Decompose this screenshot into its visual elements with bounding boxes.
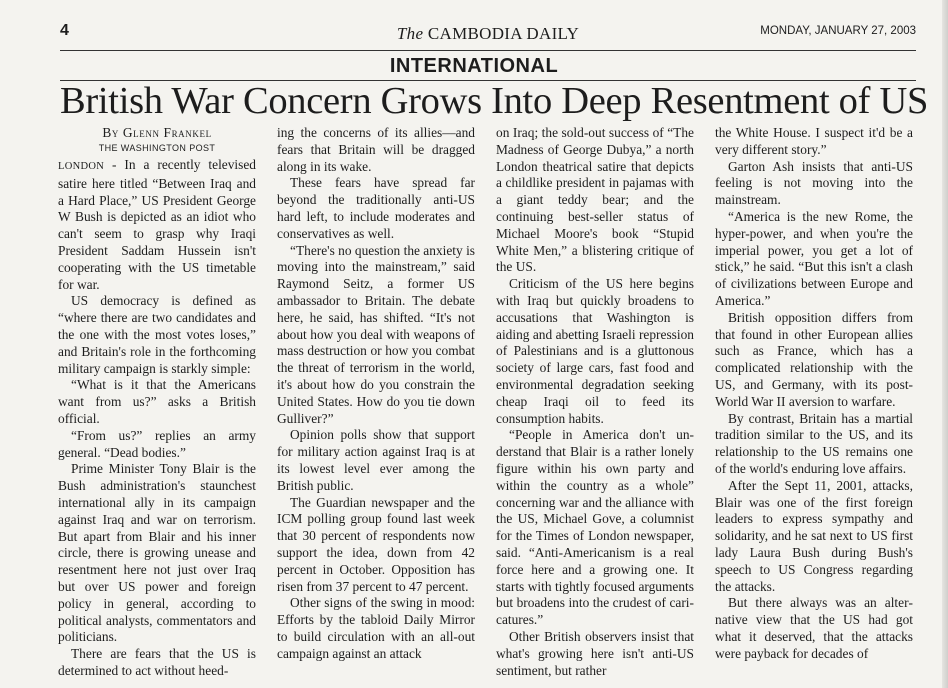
byline-source: THE WASHINGTON POST — [98, 143, 216, 153]
paragraph: ing the concerns of its allies—and fears that Britain will be dragged along in its wake. — [277, 125, 475, 174]
top-rule — [60, 50, 916, 51]
paragraph: Other signs of the swing in mood: Efforts by the tabloid Daily Mirror to build circulation with an all-out campaign against an attack — [277, 595, 475, 661]
paragraph: “America is the new Rome, the hyper-power, and when you're the imperial power, you get a lot of stick,” he said. “But this isn't a clash of civilizations between Europe and America.” — [715, 208, 913, 308]
paragraph: “People in America don't understand that Blair is a rather lonely figure within his own party and within the country as a whole” concerning war and the alliance with the US, Michael Gove, a columnist for the Times of London newspaper, said. “Anti-Americanism is a real force here and a growing one. It starts with tightly focused arguments but broadens into the crudest of caricatures.” — [496, 427, 694, 628]
article-body — [58, 125, 918, 688]
paragraph: These fears have spread far beyond the traditionally anti-US hard left, to include moderates and conservatives as well. — [277, 175, 475, 241]
column-2 — [277, 125, 475, 688]
paragraph: The Guardian newspaper and the ICM polling group found last week that 30 percent of respondents now support the idea, down from 42 percent in October. Opposition has risen from 37 percent to 47 percent. — [277, 494, 475, 594]
paragraph: Opinion polls show that support for military action against Iraq is at its lowest level ever among the British public. — [277, 427, 475, 493]
issue-date: MONDAY, JANUARY 27, 2003 — [760, 25, 916, 37]
folio-bar — [60, 22, 916, 44]
paragraph-text: - In a recently televised satire here titled “Between Iraq and a Hard Place,” US President George W Bush is depicted as an idiot who can't seem to grasp why Iraqi President Saddam Hussein isn't cooperating with the US timetable for war. — [58, 157, 256, 292]
paragraph: By contrast, Britain has a martial tradition similar to the US, and its relationship to the US remains one of the world's enduring love affairs. — [715, 410, 913, 476]
paragraph: Criticism of the US here begins with Iraq but quickly broadens to accusations that Washington is aiding and abetting Israeli repression of Palestinians and is a gluttonous society of large cars, fast food and environmental degradation seeking cheap Iraqi oil to feed its consumption habits. — [496, 276, 694, 426]
paragraph: Other British observers insist that what's growing here isn't anti-US sentiment, but rather — [496, 628, 694, 678]
masthead-article: The — [396, 24, 424, 43]
section-label: INTERNATIONAL — [389, 55, 559, 77]
byline: By Glenn Frankel — [102, 125, 212, 140]
paragraph: Garton Ash insists that anti-US feeling is not moving into the mainstream. — [715, 158, 913, 208]
paragraph — [58, 157, 256, 293]
paragraph: the White House. I suspect it'd be a very different story.” — [715, 125, 913, 157]
page-edge — [942, 0, 948, 688]
paragraph: “There's no question the anxiety is moving into the mainstream,” said Raymond Seitz, a former US ambassador to Britain. The debate here, he said, has shifted. “It's not about how you deal with weapons of mass destruction or how you combat the threat of terrorism in the world, it's about how do you constrain the United States. How do you tie down Gulliver?” — [277, 242, 475, 426]
paragraph: “What is it that the Americans want from us?” asks a British official. — [58, 377, 256, 426]
page-number: 4 — [60, 22, 69, 39]
paragraph: British opposition differs from that found in other European allies such as France, which has a complicated relationship with the US, and Germany, with its post-World War II aversion to warfare. — [715, 309, 913, 409]
dateline-location: LONDON — [58, 161, 105, 172]
paragraph: There are fears that the US is determined to act without heed- — [58, 646, 256, 678]
masthead-name: CAMBODIA DAILY — [427, 24, 580, 43]
paragraph: After the Sept 11, 2001, attacks, Blair was one of the first foreign leaders to express sympathy and solidarity, and he sat next to US first lady Laura Bush during Bush's speech to US Congress regarding the attacks. — [715, 477, 913, 594]
column-4 — [715, 125, 913, 688]
paragraph: Prime Minister Tony Blair is the Bush administration's staunchest international ally in its campaign against Iraq and war on terrorism. But apart from Blair and his inner circle, there is growing unease and resentment here not just over Iraq but over US power and foreign policy in general, according to political analysts, commentators and politicians. — [58, 461, 256, 645]
column-1 — [58, 125, 256, 688]
paragraph: “From us?” replies an army general. “Dead bodies.” — [58, 427, 256, 460]
paragraph: on Iraq; the sold-out success of “The Madness of George Dubya,” a north London theatrical satire that depicts a childlike president in pajamas with a giant teddy bear; and the continuing best-seller status of Michael Moore's book “Stupid White Men,” a blistering critique of the US. — [496, 125, 694, 275]
paragraph: But there always was an alternative view that the US had got what it deserved, that the attacks were payback for decades of — [715, 595, 913, 661]
headline: British War Concern Grows Into Deep Resentment of US — [60, 80, 929, 122]
paragraph: US democracy is defined as “where there are two candidates and the one with the most votes loses,” and Britain's role in the forthcoming military campaign is starkly simple: — [58, 293, 256, 376]
column-3 — [496, 125, 694, 688]
